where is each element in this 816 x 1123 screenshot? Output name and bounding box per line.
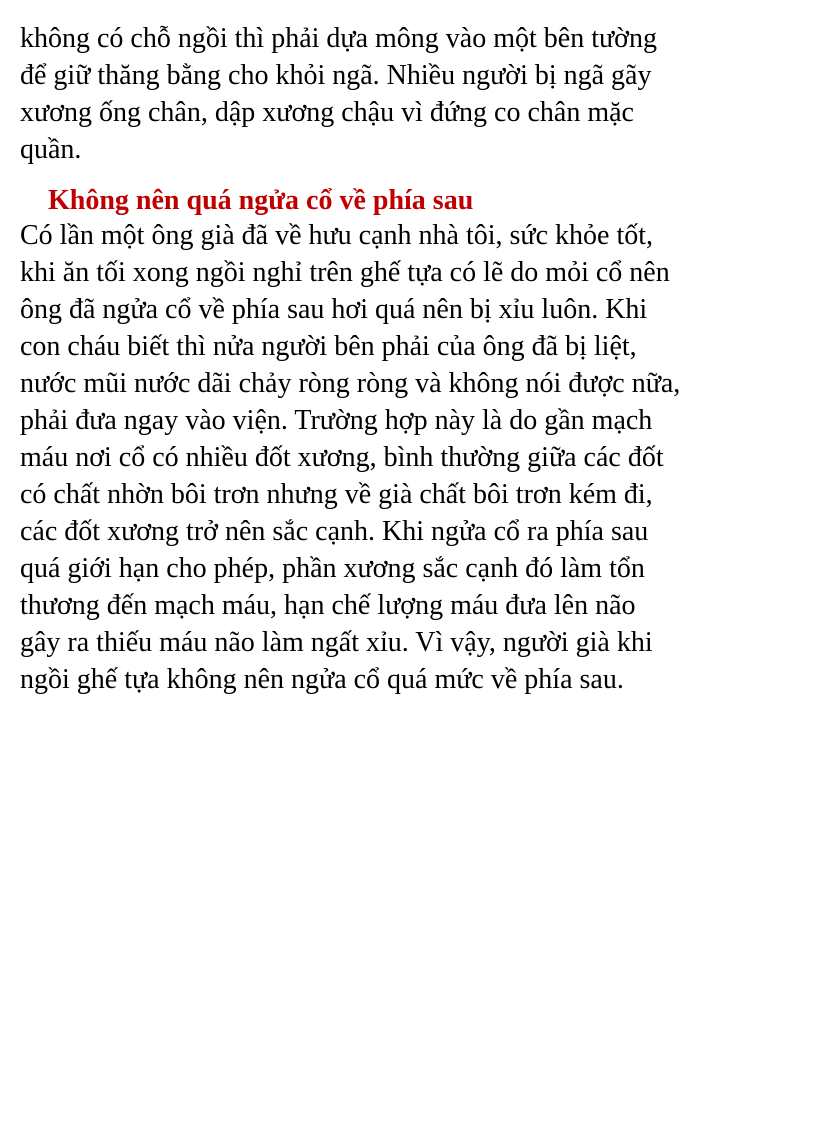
- text-line: thương đến mạch máu, hạn chế lượng máu đưa lên não: [20, 590, 636, 621]
- text-line: khi ăn tối xong ngồi nghỉ trên ghế tựa có lẽ do mỏi cổ nên: [20, 257, 670, 288]
- text-line: Có lần một ông già đã về hưu cạnh nhà tôi, sức khỏe tốt,: [20, 220, 654, 251]
- text-line: ông đã ngửa cổ về phía sau hơi quá nên bị xỉu luôn. Khi: [20, 294, 648, 325]
- text-line: không có chỗ ngồi thì phải dựa mông vào một bên tường: [20, 23, 657, 54]
- paragraph-intro: [20, 20, 800, 168]
- text-line: quá giới hạn cho phép, phần xương sắc cạnh đó làm tổn: [20, 553, 645, 584]
- paragraph-story: [20, 217, 800, 698]
- text-line: để giữ thăng bằng cho khỏi ngã. Nhiều người bị ngã gãy: [20, 60, 652, 91]
- text-line: xương ống chân, dập xương chậu vì đứng co chân mặc: [20, 97, 634, 128]
- text-line: gây ra thiếu máu não làm ngất xỉu. Vì vậy, người già khi: [20, 627, 653, 658]
- text-line: nước mũi nước dãi chảy ròng ròng và không nói được nữa,: [20, 368, 681, 399]
- document-page: [20, 20, 800, 698]
- text-line: ngồi ghế tựa không nên ngửa cổ quá mức về phía sau.: [20, 664, 624, 695]
- section-heading: Không nên quá ngửa cổ về phía sau: [48, 185, 474, 216]
- text-line: phải đưa ngay vào viện. Trường hợp này là do gần mạch: [20, 405, 653, 436]
- text-line: quần.: [20, 134, 82, 165]
- text-line: có chất nhờn bôi trơn nhưng về già chất bôi trơn kém đi,: [20, 479, 653, 510]
- text-line: các đốt xương trở nên sắc cạnh. Khi ngửa cổ ra phía sau: [20, 516, 649, 547]
- text-line: con cháu biết thì nửa người bên phải của ông đã bị liệt,: [20, 331, 637, 362]
- text-line: máu nơi cổ có nhiều đốt xương, bình thường giữa các đốt: [20, 442, 664, 473]
